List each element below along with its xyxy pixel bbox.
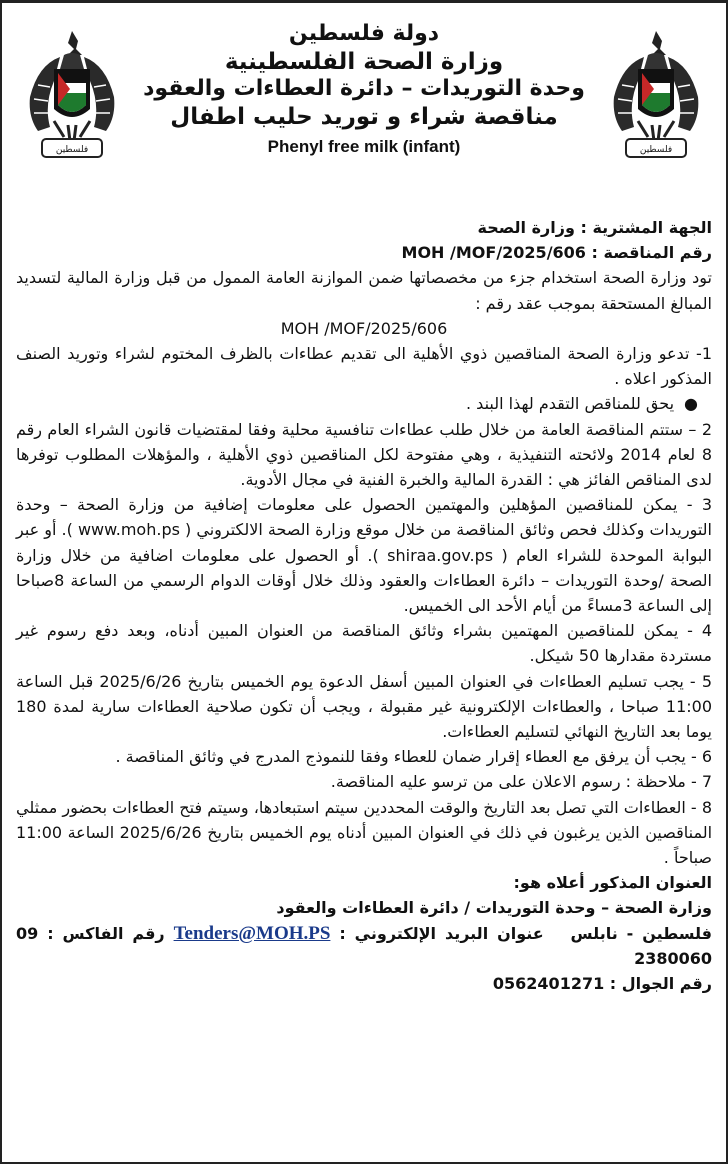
fax-label: رقم الفاكس : xyxy=(47,923,165,943)
item-6: 6 - يجب أن يرفق مع العطاء إقرار ضمان للعطاء وفقا للنموذج المدرج في وثائق المناقصة . xyxy=(115,747,712,767)
tender-number: MOH /MOF/2025/606 xyxy=(401,243,586,263)
item-bullet: ● يحق للمناقص التقدم لهذا البند . xyxy=(16,391,712,416)
announcement-header xyxy=(132,21,596,157)
emblem-caption: فلسطين xyxy=(639,145,673,155)
contact-line xyxy=(16,921,712,971)
item-2: 2 – ستتم المناقصة العامة من خلال طلب عطاءات تنافسية محلية وفقا لمقتضيات قانون الشراء العام رقم 8 لعام 2014 ولائحته التنفيذية ، وهي مفتوحة لكل المناقصين ذوي الأهلية ، والمؤهلات المطلوب توفرها لدى المناقص الفائز هي : القدرة المالية والخبرة الفنية في مجال الأدوية. xyxy=(16,419,713,490)
mobile-label: رقم الجوال : xyxy=(609,974,712,994)
palestine-eagle-emblem-icon xyxy=(608,25,704,165)
item-5: 5 - يجب تسليم العطاءات في العنوان المبين أسفل الدعوة يوم الخميس بتاريخ 2025/6/26 قبل الساعة 11:00 صباحا ، والعطاءات الإلكترونية غير مقبولة ، ويجب أن تكون صلاحية العطاءات سارية لمدة 180 يوما بعد التاريخ النهائي لتسليم العطاءات. xyxy=(16,671,713,742)
tender-number-line xyxy=(16,240,712,265)
email-link[interactable]: Tenders@MOH.PS xyxy=(173,922,331,944)
tender-title: مناقصة شراء و توريد حليب اطفال xyxy=(170,103,558,130)
palestine-eagle-emblem-icon xyxy=(24,25,120,165)
mobile-number: 0562401271 xyxy=(492,974,605,994)
item-7: 7 - ملاحظة : رسوم الاعلان على من ترسو عليه المناقصة. xyxy=(330,772,712,792)
state-name: دولة فلسطين xyxy=(288,21,440,46)
intro-paragraph: تود وزارة الصحة استخدام جزء من مخصصاتها ضمن الموازنة العامة الممول من قبل وزارة المالية لتسديد المبالغ المستحقة بموجب عقد رقم : xyxy=(16,268,712,313)
item-3: 3 - يمكن للمناقصين المؤهلين والمهتمين الحصول على معلومات إضافية من وزارة الصحة – وحدة التوريدات وكذلك فحص وثائق المناقصة من خلال موقع وزارة الصحة الالكتروني ( www.moh.ps ). أو عبر البوابة الموحدة للشراء العام ( shiraa.gov.ps ). أو الحصول على معلومات اضافية من خلال وزارة الصحة /وحدة التوريدات – دائرة العطاءات والعقود وذلك خلال أوقات الدوام الرسمي من الساعة 8صباحا إلى الساعة 3مساءً من أيام الأحد الى الخميس. xyxy=(16,495,712,616)
product-name-en: Phenyl free milk (infant) xyxy=(267,136,461,156)
email-label: عنوان البريد الإلكتروني : xyxy=(339,923,544,943)
buyer-line: الجهة المشترية : وزارة الصحة xyxy=(477,218,712,237)
item-1: 1- تدعو وزارة الصحة المناقصين ذوي الأهلية الى تقديم عطاءات بالظرف المختوم لشراء وتوريد الصنف المذكور اعلاه . xyxy=(16,344,712,389)
item-4: 4 - يمكن للمناقصين المهتمين بشراء وثائق المناقصة من العنوان المبين أدناه، وبعد دفع رسوم غير مستردة مقدارها 50 شيكل. xyxy=(16,621,712,666)
fax-number: 09 2380060 xyxy=(16,923,712,968)
mobile-line xyxy=(16,971,712,996)
announcement-body xyxy=(16,215,712,996)
unit-name: وحدة التوريدات – دائرة العطاءات والعقود xyxy=(143,75,585,101)
tender-number-label: رقم المناقصة : xyxy=(591,243,712,263)
ministry-name: وزارة الصحة الفلسطينية xyxy=(224,48,504,75)
contract-number: MOH /MOF/2025/606 xyxy=(280,318,448,338)
address-line: وزارة الصحة – وحدة التوريدات / دائرة العطاءات والعقود xyxy=(276,898,712,918)
address-heading: العنوان المذكور أعلاه هو: xyxy=(513,873,712,893)
emblem-caption: فلسطين xyxy=(55,145,89,155)
item-8: 8 - العطاءات التي تصل بعد التاريخ والوقت المحددين سيتم استبعادها، وسيتم فتح العطاءات بحضور ممثلي المناقصين الذين يرغبون في ذلك في العنوان المبين أدناه يوم الخميس بتاريخ 2025/6/26 الساعة 11:00 صباحاً . xyxy=(16,797,713,868)
address-city: فلسطين - نابلس xyxy=(570,923,713,943)
